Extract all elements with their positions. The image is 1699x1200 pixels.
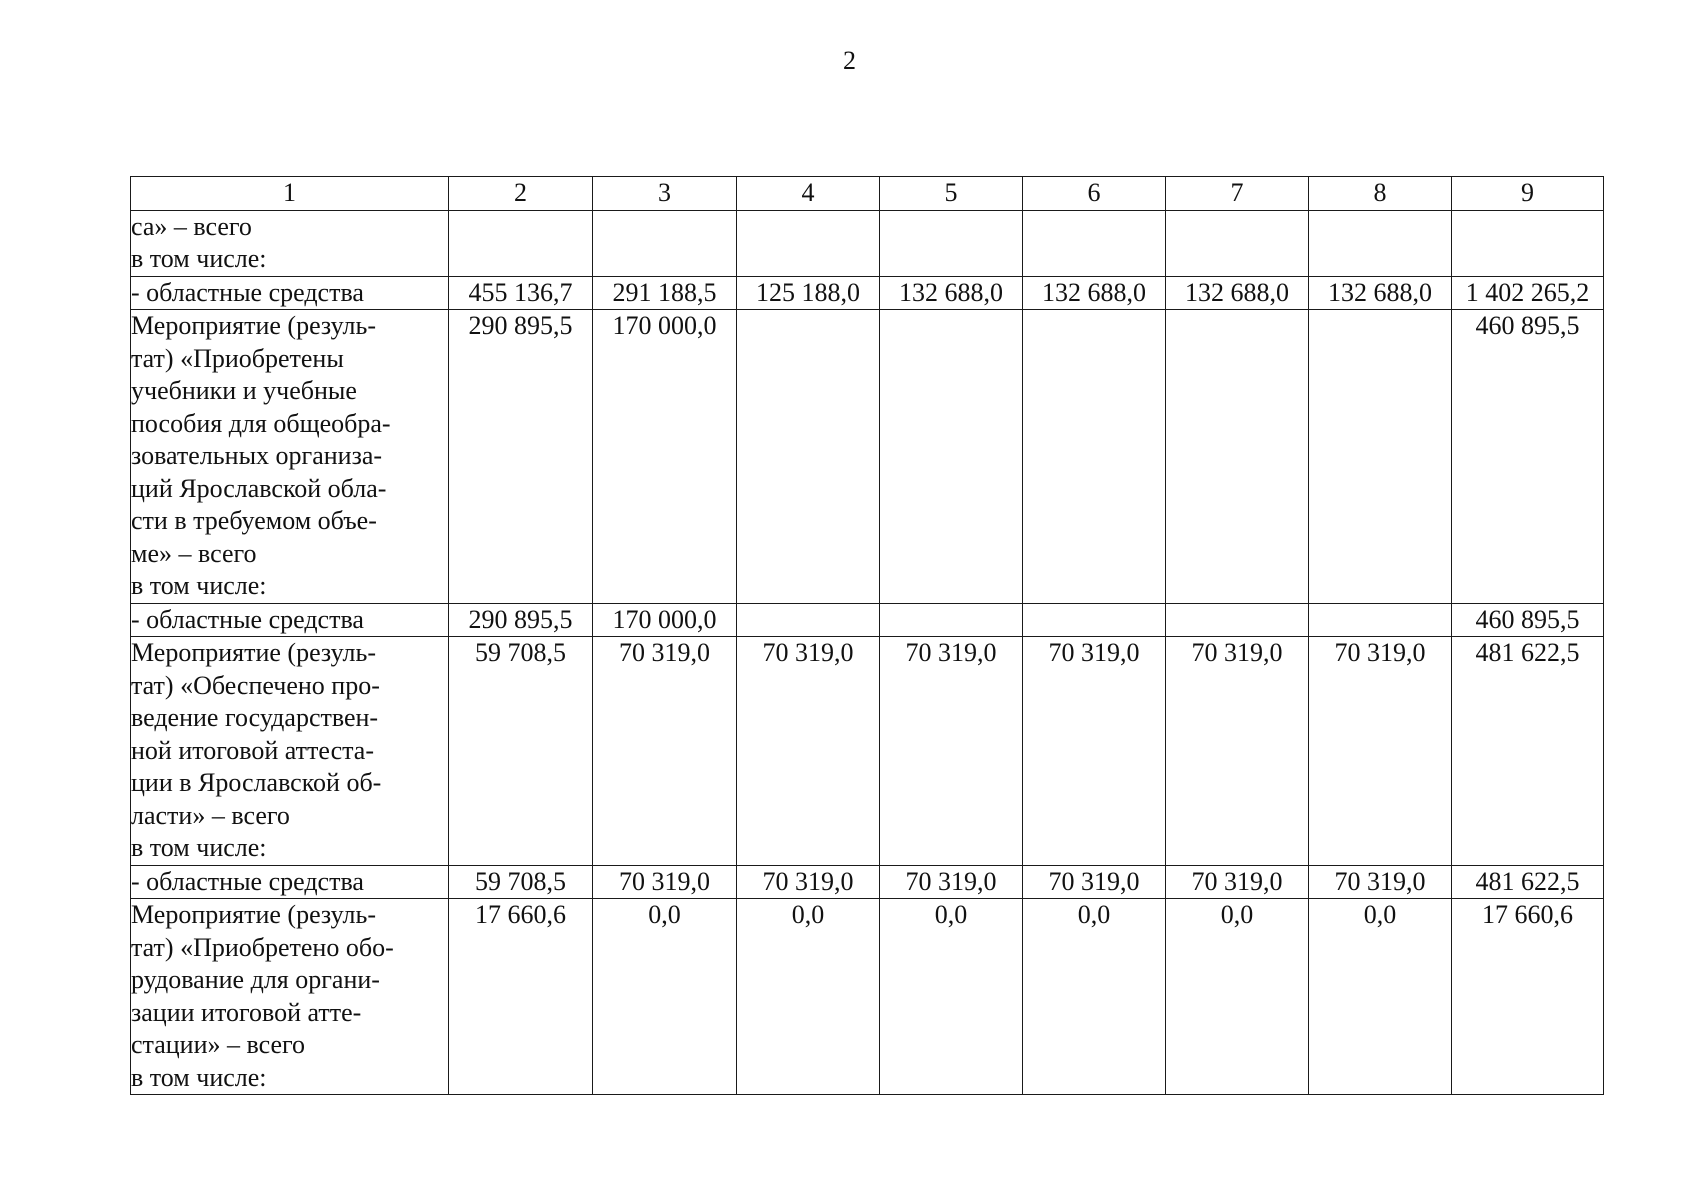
table-row	[131, 899, 1604, 1095]
description-line: ций Ярославской обла-	[131, 473, 387, 503]
column-header-3: 3	[593, 177, 737, 211]
value-cell-col-6	[1023, 603, 1166, 637]
value-cell-col-6: 0,0	[1023, 899, 1166, 1095]
description-line: учебники и учебные	[131, 376, 357, 405]
description-line: ведение государствен-	[131, 703, 379, 732]
value-cell-col-9: 481 622,5	[1452, 637, 1604, 866]
value-cell-col-9	[1452, 210, 1604, 276]
description-line: тат) «Приобретено обо-	[131, 932, 394, 962]
description-line: ме» – всего	[131, 538, 257, 568]
table-row	[131, 865, 1604, 899]
description-line: - областные средства	[131, 604, 364, 634]
value-cell-col-3: 70 319,0	[593, 865, 737, 899]
header-row	[131, 177, 1604, 211]
column-header-2: 2	[449, 177, 593, 211]
value-cell-col-2: 290 895,5	[449, 310, 593, 604]
value-cell-col-2: 59 708,5	[449, 637, 593, 866]
value-cell-col-9: 460 895,5	[1452, 603, 1604, 637]
row-description	[131, 276, 449, 310]
value-cell-col-4: 0,0	[737, 899, 880, 1095]
description-line: в том числе:	[131, 571, 267, 600]
value-cell-col-5: 0,0	[880, 899, 1023, 1095]
value-cell-col-3: 291 188,5	[593, 276, 737, 310]
value-cell-col-7	[1166, 210, 1309, 276]
value-cell-col-7: 132 688,0	[1166, 276, 1309, 310]
value-cell-col-7	[1166, 603, 1309, 637]
description-line: - областные средства	[131, 277, 364, 307]
value-cell-col-2: 455 136,7	[449, 276, 593, 310]
column-header-7: 7	[1166, 177, 1309, 211]
value-cell-col-6	[1023, 210, 1166, 276]
value-cell-col-5: 132 688,0	[880, 276, 1023, 310]
description-line: зовательных организа-	[131, 441, 383, 470]
description-line: тат) «Приобретены	[131, 343, 344, 373]
value-cell-col-8	[1309, 603, 1452, 637]
value-cell-col-3: 170 000,0	[593, 603, 737, 637]
table-row	[131, 310, 1604, 604]
row-description	[131, 310, 449, 604]
value-cell-col-2: 290 895,5	[449, 603, 593, 637]
value-cell-col-5	[880, 310, 1023, 604]
value-cell-col-4	[737, 310, 880, 604]
value-cell-col-3	[593, 210, 737, 276]
column-header-5: 5	[880, 177, 1023, 211]
value-cell-col-5	[880, 603, 1023, 637]
description-line: рудование для органи-	[131, 965, 380, 994]
row-description	[131, 637, 449, 866]
description-line: тат) «Обеспечено про-	[131, 670, 380, 700]
page-number: 2	[843, 46, 856, 75]
value-cell-col-6: 132 688,0	[1023, 276, 1166, 310]
description-line: зации итоговой атте-	[131, 997, 362, 1027]
table-row	[131, 637, 1604, 866]
value-cell-col-3: 0,0	[593, 899, 737, 1095]
budget-table	[130, 176, 1604, 1095]
value-cell-col-4: 70 319,0	[737, 637, 880, 866]
column-header-6: 6	[1023, 177, 1166, 211]
row-description	[131, 603, 449, 637]
row-description	[131, 899, 449, 1095]
value-cell-col-8	[1309, 210, 1452, 276]
value-cell-col-3: 170 000,0	[593, 310, 737, 604]
value-cell-col-9: 481 622,5	[1452, 865, 1604, 899]
value-cell-col-9: 460 895,5	[1452, 310, 1604, 604]
description-line: са» – всего	[131, 211, 252, 241]
value-cell-col-5: 70 319,0	[880, 865, 1023, 899]
value-cell-col-5	[880, 210, 1023, 276]
value-cell-col-4	[737, 603, 880, 637]
description-line: в том числе:	[131, 833, 267, 862]
description-line: Мероприятие (резуль-	[131, 638, 377, 667]
value-cell-col-4: 70 319,0	[737, 865, 880, 899]
value-cell-col-9: 1 402 265,2	[1452, 276, 1604, 310]
table-body	[131, 177, 1604, 1095]
description-line: ной итоговой аттеста-	[131, 735, 374, 765]
description-line: Мероприятие (резуль-	[131, 311, 377, 340]
table-row	[131, 276, 1604, 310]
value-cell-col-7: 70 319,0	[1166, 865, 1309, 899]
value-cell-col-7: 0,0	[1166, 899, 1309, 1095]
value-cell-col-7	[1166, 310, 1309, 604]
value-cell-col-8: 70 319,0	[1309, 865, 1452, 899]
value-cell-col-8: 132 688,0	[1309, 276, 1452, 310]
description-line: в том числе:	[131, 244, 267, 273]
value-cell-col-8	[1309, 310, 1452, 604]
value-cell-col-8: 70 319,0	[1309, 637, 1452, 866]
column-header-4: 4	[737, 177, 880, 211]
value-cell-col-6	[1023, 310, 1166, 604]
column-header-9: 9	[1452, 177, 1604, 211]
description-line: стации» – всего	[131, 1030, 306, 1059]
value-cell-col-2: 59 708,5	[449, 865, 593, 899]
value-cell-col-5: 70 319,0	[880, 637, 1023, 866]
value-cell-col-6: 70 319,0	[1023, 865, 1166, 899]
value-cell-col-7: 70 319,0	[1166, 637, 1309, 866]
value-cell-col-9: 17 660,6	[1452, 899, 1604, 1095]
description-line: ласти» – всего	[131, 800, 290, 830]
value-cell-col-2: 17 660,6	[449, 899, 593, 1095]
column-header-1: 1	[131, 177, 449, 211]
description-line: ции в Ярославской об-	[131, 768, 382, 797]
value-cell-col-3: 70 319,0	[593, 637, 737, 866]
value-cell-col-6: 70 319,0	[1023, 637, 1166, 866]
description-line: - областные средства	[131, 866, 364, 896]
value-cell-col-4: 125 188,0	[737, 276, 880, 310]
table-row	[131, 603, 1604, 637]
column-header-8: 8	[1309, 177, 1452, 211]
description-line: Мероприятие (резуль-	[131, 900, 377, 929]
value-cell-col-8: 0,0	[1309, 899, 1452, 1095]
table-row	[131, 210, 1604, 276]
value-cell-col-4	[737, 210, 880, 276]
value-cell-col-2	[449, 210, 593, 276]
row-description	[131, 865, 449, 899]
description-line: в том числе:	[131, 1062, 267, 1092]
description-line: сти в требуемом объе-	[131, 506, 377, 535]
description-line: пособия для общеобра-	[131, 408, 391, 438]
row-description	[131, 210, 449, 276]
